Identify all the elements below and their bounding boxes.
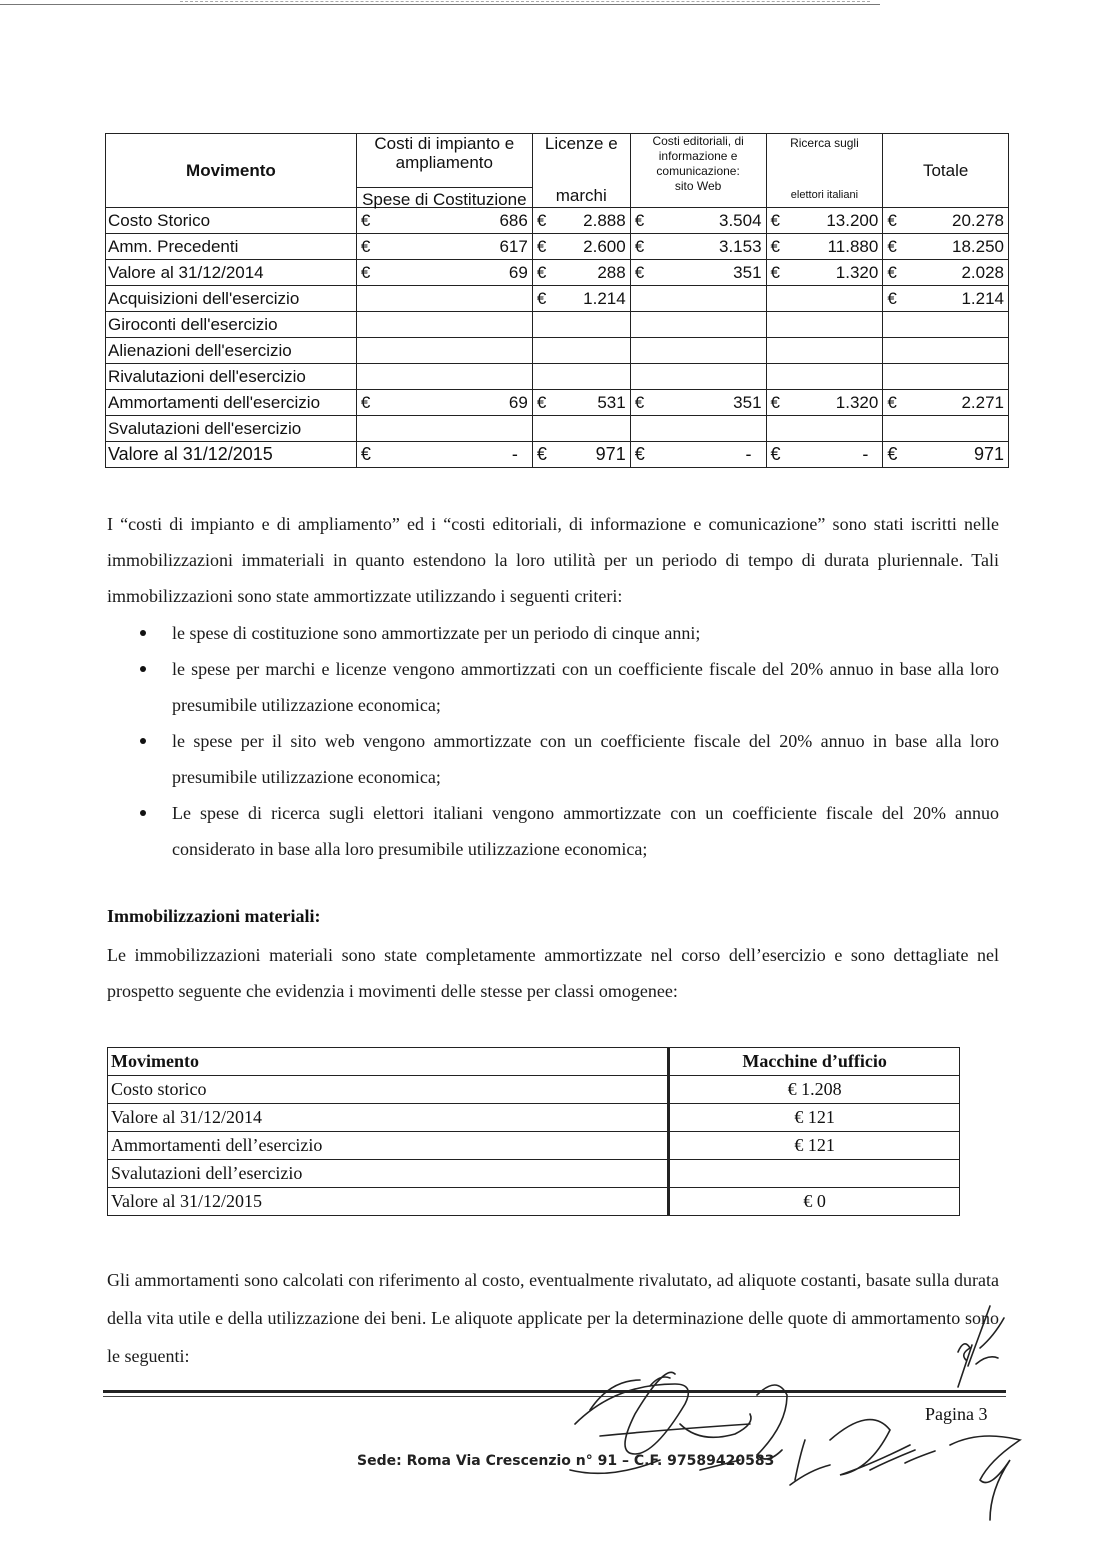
- t2-row-label: Valore al 31/12/2015: [108, 1188, 669, 1216]
- currency-symbol: €: [634, 210, 645, 230]
- cell-value: 1.214: [961, 288, 1004, 308]
- row-label: Giroconti dell'esercizio: [106, 312, 357, 338]
- cell-value: 20.278: [952, 210, 1004, 230]
- currency-symbol: €: [887, 288, 897, 308]
- currency-symbol: €: [887, 210, 897, 230]
- currency-symbol: €: [887, 262, 897, 282]
- t2-row-value: € 1.208: [669, 1076, 960, 1104]
- header-ricerca-bottom: elettori italiani: [790, 189, 859, 201]
- heading-immobilizzazioni-materiali: Immobilizzazioni materiali:: [107, 906, 321, 926]
- currency-symbol: €: [536, 236, 547, 256]
- paragraph-intangible: I “costi di impianto e di ampliamento” ed i “costi editoriali, di informazione e comunicazione” sono stati iscritti nelle immobilizzazioni immateriali in quanto estendono la loro utilità per un periodo di tempo di durata pluriennale. Tali immobilizzazioni sono state ammortizzate utilizzando i seguenti criteri:: [107, 514, 999, 606]
- cell-value: 13.200: [826, 210, 879, 230]
- cell-value: 971: [973, 444, 1004, 464]
- row-label: Acquisizioni dell'esercizio: [106, 286, 357, 312]
- cell-value: 3.504: [718, 210, 762, 230]
- cell-value: 971: [595, 444, 626, 464]
- currency-symbol: €: [536, 444, 547, 464]
- list-item-text: Le spese di ricerca sugli elettori italiani vengono ammortizzate con un coefficiente fiscale del 20% annuo considerato in base alla loro presumibile utilizzazione economica;: [172, 803, 999, 859]
- row-label: Rivalutazioni dell'esercizio: [106, 364, 357, 390]
- cell-value: 2.271: [961, 392, 1004, 412]
- t2-row-label: Ammortamenti dell’esercizio: [108, 1132, 669, 1160]
- header-movimento: Movimento: [106, 134, 357, 208]
- cell-value: 11.880: [827, 236, 879, 256]
- cell-value: 1.214: [583, 288, 626, 308]
- currency-symbol: €: [536, 262, 547, 282]
- t2-row-label: Valore al 31/12/2014: [108, 1104, 669, 1132]
- t2-row-value: € 121: [669, 1104, 960, 1132]
- paragraph-materiali: Le immobilizzazioni materiali sono state completamente ammortizzate nel corso dell’esercizio e sono dettagliate nel prospetto seguente che evidenzia i movimenti delle stesse per classi omogenee:: [107, 945, 999, 1001]
- header-licenze-bottom: marchi: [555, 186, 607, 205]
- cell-value: -: [862, 444, 869, 464]
- currency-symbol: €: [634, 444, 645, 464]
- row-label: Alienazioni dell'esercizio: [106, 338, 357, 364]
- row-label: Valore al 31/12/2015: [106, 442, 357, 468]
- currency-symbol: €: [536, 288, 547, 308]
- list-item-text: le spese per il sito web vengono ammortizzate con un coefficiente fiscale del 20% annuo in base alla loro presumibile utilizzazione economica;: [172, 731, 999, 787]
- currency-symbol: €: [634, 262, 645, 282]
- cell-value: 3.153: [718, 236, 762, 256]
- cell-value: -: [745, 444, 752, 464]
- currency-symbol: €: [770, 262, 780, 282]
- list-item-text: le spese per marchi e licenze vengono ammortizzati con un coefficiente fiscale del 20% annuo in base alla loro presumibile utilizzazione economica;: [172, 659, 999, 715]
- currency-symbol: €: [770, 444, 781, 464]
- currency-symbol: €: [360, 392, 371, 412]
- cell-value: 1.320: [835, 392, 879, 412]
- header-licenze-top: Licenze e: [544, 134, 618, 153]
- cell-value: 351: [733, 392, 762, 412]
- row-label: Ammortamenti dell'esercizio: [106, 390, 357, 416]
- t2-header-movimento: Movimento: [108, 1048, 669, 1076]
- row-label: Costo Storico: [106, 208, 357, 234]
- page-number: Pagina 3: [925, 1404, 988, 1424]
- currency-symbol: €: [887, 236, 897, 256]
- cell-value: 617: [499, 236, 528, 256]
- currency-symbol: €: [770, 392, 780, 412]
- currency-symbol: €: [536, 392, 547, 412]
- currency-symbol: €: [887, 392, 897, 412]
- row-label: Amm. Precedenti: [106, 234, 357, 260]
- currency-symbol: €: [634, 236, 645, 256]
- t2-header-macchine: Macchine d’ufficio: [669, 1048, 960, 1076]
- header-costi-impianto: Costi di impianto e ampliamento: [356, 134, 532, 188]
- currency-symbol: €: [536, 210, 547, 230]
- currency-symbol: €: [360, 444, 371, 464]
- currency-symbol: €: [360, 236, 371, 256]
- cell-value: 2.028: [961, 262, 1004, 282]
- cell-value: -: [511, 444, 518, 464]
- paragraph-ammortamenti: Gli ammortamenti sono calcolati con riferimento al costo, eventualmente rivalutato, ad aliquote costanti, basate sulla durata della vita utile e della utilizzazione dei beni. Le aliquote applicate per la determinazione delle quote di ammortamento sono le seguenti:: [107, 1270, 999, 1366]
- footer-address: Sede: Roma Via Crescenzio n° 91 – C.F. 97589420583: [357, 1453, 775, 1469]
- cell-value: 531: [597, 392, 626, 412]
- currency-symbol: €: [770, 210, 780, 230]
- currency-symbol: €: [770, 236, 780, 256]
- currency-symbol: €: [634, 392, 645, 412]
- cell-value: 288: [597, 262, 626, 282]
- cell-value: 2.600: [583, 236, 626, 256]
- currency-symbol: €: [360, 262, 371, 282]
- cell-value: 69: [508, 262, 528, 282]
- header-totale: Totale: [883, 134, 1009, 208]
- cell-value: 1.320: [835, 262, 879, 282]
- t2-row-label: Svalutazioni dell’esercizio: [108, 1160, 669, 1188]
- cell-value: 351: [733, 262, 762, 282]
- t2-row-value: € 0: [669, 1188, 960, 1216]
- cell-value: 686: [499, 210, 528, 230]
- cell-value: 18.250: [952, 236, 1004, 256]
- header-spese-costituzione: Spese di Costituzione: [356, 188, 532, 208]
- row-label: Svalutazioni dell'esercizio: [106, 416, 357, 442]
- cell-value: 2.888: [583, 210, 626, 230]
- currency-symbol: €: [887, 444, 898, 464]
- header-sito-web: sito Web: [674, 179, 722, 193]
- header-ricerca-top: Ricerca sugli: [790, 136, 859, 150]
- cell-value: 69: [508, 392, 528, 412]
- header-costi-editoriali-top: Costi editoriali, di informazione e comunicazione:: [652, 134, 744, 178]
- currency-symbol: €: [360, 210, 371, 230]
- list-item-text: le spese di costituzione sono ammortizzate per un periodo di cinque anni;: [172, 623, 701, 643]
- t2-row-value: € 121: [669, 1132, 960, 1160]
- row-label: Valore al 31/12/2014: [106, 260, 357, 286]
- t2-row-label: Costo storico: [108, 1076, 669, 1104]
